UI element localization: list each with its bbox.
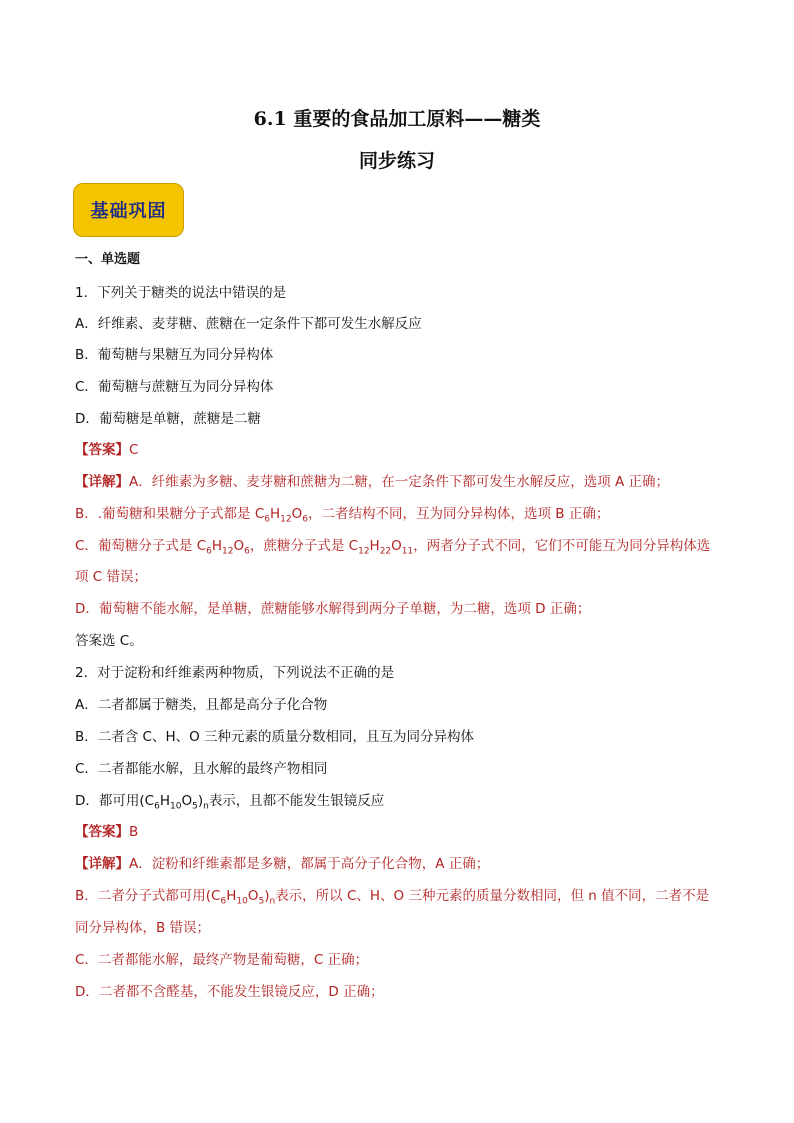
subscript: 12 [222, 546, 234, 557]
question-2-option-b: B．二者含 C、H、O 三种元素的质量分数相同，且互为同分异构体 [75, 729, 475, 745]
subscript: 6 [264, 514, 271, 525]
element-symbol: H [226, 888, 237, 904]
option-text: 表示，且都不能发生银镜反应 [208, 793, 385, 809]
element-symbol: H [159, 793, 170, 809]
detail-text: ，两者分子式不同，它们不可能互为同分异构体选 [413, 538, 711, 554]
subscript: 5 [258, 896, 265, 907]
question-2-option-a: A．二者都属于糖类，且都是高分子化合物 [75, 697, 328, 713]
paren: ) [197, 793, 204, 809]
question-2-detail-d: D．二者都不含醛基，不能发生银镜反应，D 正确； [75, 984, 384, 1000]
question-2-option-d [75, 791, 384, 811]
subscript: 22 [379, 546, 392, 557]
subscript: 10 [169, 801, 182, 812]
element-symbol: O [391, 538, 402, 554]
question-1-conclusion: 答案选 C。 [75, 633, 143, 649]
element-symbol: H [211, 538, 223, 554]
answer-label: 【答案】 [75, 442, 129, 458]
element-symbol: O [233, 538, 245, 554]
question-2-stem: 2．对于淀粉和纤维素两种物质，下列说法不正确的是 [75, 665, 395, 681]
answer-label: 【答案】 [75, 824, 129, 840]
question-1-option-c: C．葡萄糖与蔗糖互为同分异构体 [75, 379, 274, 395]
question-2-detail-a [75, 854, 489, 874]
subscript: 11 [401, 546, 414, 557]
element-symbol: O [291, 506, 303, 522]
document-title: 6.1 重要的食品加工原料——糖类 [253, 108, 541, 130]
option-text: D．都可用(C [75, 793, 155, 809]
detail-text: 表示，所以 C、H、O 三种元素的质量分数相同，但 n 值不同，二者不是 [275, 888, 710, 904]
subscript: n [203, 801, 209, 812]
question-1-detail-a [75, 472, 669, 492]
question-1-detail-b [75, 504, 609, 524]
question-1-detail-c-cont: 项 C 错误； [75, 569, 148, 585]
subscript: 6 [302, 514, 308, 525]
question-2-answer [75, 822, 138, 842]
section-badge: 基础巩固 [73, 183, 184, 237]
question-2-option-c: C．二者都能水解，且水解的最终产物相同 [75, 761, 328, 777]
subscript: 6 [244, 546, 250, 557]
answer-value: C [129, 442, 139, 458]
question-1-stem: 1．下列关于糖类的说法中错误的是 [75, 285, 287, 301]
detail-text: A．纤维素为多糖、麦芽糖和蔗糖为二糖，在一定条件下都可发生水解反应，选项 A 正确； [129, 474, 670, 490]
question-1-option-b: B．葡萄糖与果糖互为同分异构体 [75, 347, 274, 363]
subscript: 5 [192, 801, 198, 812]
element-symbol: O [181, 793, 193, 809]
answer-value: B [129, 824, 139, 840]
question-1-answer [75, 440, 138, 460]
subscript: 12 [358, 546, 370, 557]
detail-text: B．二者分子式都可用(C [75, 888, 221, 904]
element-symbol: H [270, 506, 281, 522]
paren: ) [264, 888, 270, 904]
subscript: 6 [154, 801, 160, 812]
question-1-option-a: A．纤维素、麦芽糖、蔗糖在一定条件下都可发生水解反应 [75, 316, 422, 332]
detail-label: 【详解】 [75, 856, 129, 872]
subscript: 10 [236, 896, 248, 907]
document-subtitle: 同步练习 [358, 150, 435, 172]
question-1-detail-c [75, 536, 710, 556]
question-2-detail-b-cont: 同分异构体，B 错误； [75, 920, 211, 936]
detail-text: ，蔗糖分子式是 C [249, 538, 359, 554]
question-2-detail-b [75, 886, 709, 906]
detail-label: 【详解】 [75, 474, 129, 490]
question-1-detail-d: D．葡萄糖不能水解，是单糖，蔗糖能够水解得到两分子单糖，为二糖，选项 D 正确； [75, 601, 591, 617]
detail-text: A．淀粉和纤维素都是多糖，都属于高分子化合物，A 正确； [129, 856, 490, 872]
subscript: n [269, 896, 276, 907]
detail-text: B．.葡萄糖和果糖分子式都是 C [75, 506, 265, 522]
question-1-option-d: D．葡萄糖是单糖，蔗糖是二糖 [75, 411, 261, 427]
detail-text: ，二者结构不同，互为同分异构体，选项 B 正确； [308, 506, 610, 522]
element-symbol: O [247, 888, 259, 904]
subscript: 6 [220, 896, 227, 907]
subscript: 6 [206, 546, 212, 557]
section-heading: 一、单选题 [75, 252, 141, 267]
detail-text: C．葡萄糖分子式是 C [75, 538, 207, 554]
element-symbol: H [369, 538, 380, 554]
question-2-detail-c: C．二者都能水解，最终产物是葡萄糖，C 正确； [75, 952, 369, 968]
subscript: 12 [280, 514, 292, 525]
